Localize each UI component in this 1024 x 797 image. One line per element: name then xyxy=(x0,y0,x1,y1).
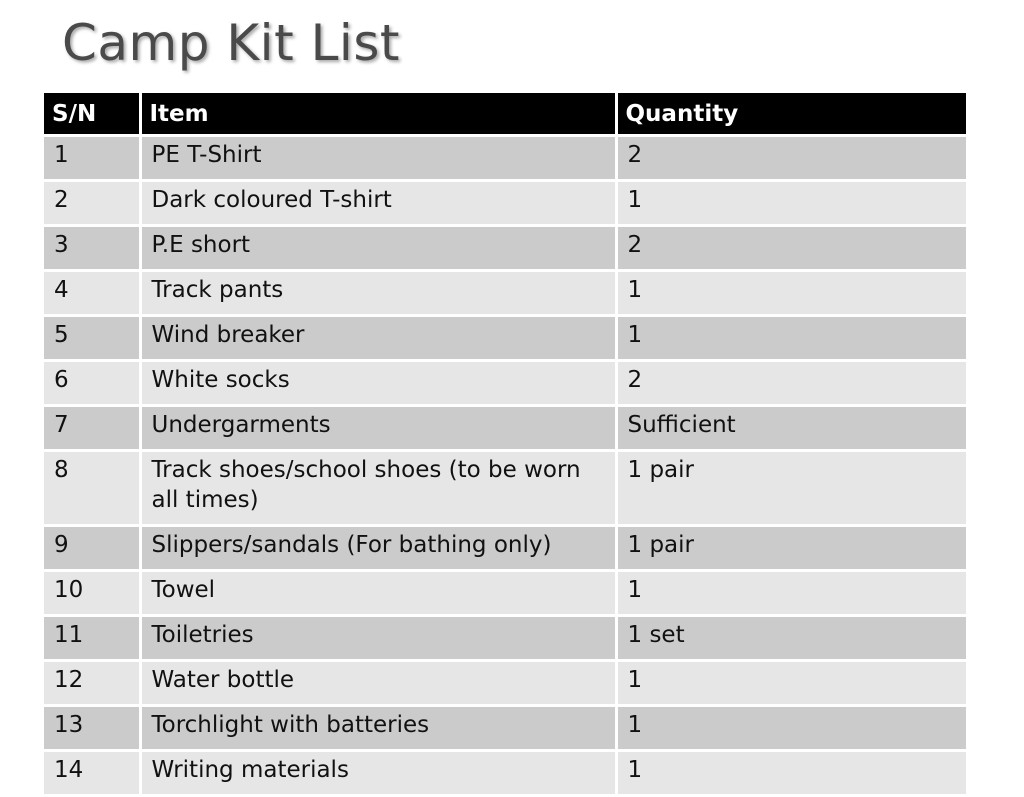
table-row xyxy=(44,361,966,406)
cell-sn: 9 xyxy=(44,526,140,571)
cell-sn: 2 xyxy=(44,181,140,226)
cell-sn: 12 xyxy=(44,661,140,706)
cell-quantity: 2 xyxy=(616,136,966,181)
cell-quantity: 1 xyxy=(616,706,966,751)
table-row xyxy=(44,751,966,796)
cell-quantity: 1 xyxy=(616,571,966,616)
table-header-row xyxy=(44,93,966,136)
table-row xyxy=(44,661,966,706)
table-row xyxy=(44,571,966,616)
cell-quantity: 1 xyxy=(616,271,966,316)
cell-quantity: 2 xyxy=(616,361,966,406)
table-row xyxy=(44,271,966,316)
cell-sn: 8 xyxy=(44,451,140,526)
cell-quantity: 1 xyxy=(616,661,966,706)
table-row xyxy=(44,181,966,226)
cell-quantity: 1 pair xyxy=(616,526,966,571)
cell-sn: 11 xyxy=(44,616,140,661)
header-quantity: Quantity xyxy=(616,93,966,136)
cell-quantity: 1 pair xyxy=(616,451,966,526)
cell-sn: 7 xyxy=(44,406,140,451)
cell-item: Toiletries xyxy=(140,616,616,661)
cell-item: Undergarments xyxy=(140,406,616,451)
cell-item: Track pants xyxy=(140,271,616,316)
cell-quantity: Sufficient xyxy=(616,406,966,451)
cell-sn: 10 xyxy=(44,571,140,616)
table-row xyxy=(44,316,966,361)
cell-sn: 5 xyxy=(44,316,140,361)
cell-sn: 14 xyxy=(44,751,140,796)
cell-item: Torchlight with batteries xyxy=(140,706,616,751)
cell-quantity: 1 xyxy=(616,751,966,796)
cell-quantity: 1 xyxy=(616,316,966,361)
cell-item: White socks xyxy=(140,361,616,406)
cell-item: PE T-Shirt xyxy=(140,136,616,181)
table-row xyxy=(44,226,966,271)
cell-sn: 13 xyxy=(44,706,140,751)
table-row xyxy=(44,526,966,571)
cell-sn: 6 xyxy=(44,361,140,406)
cell-sn: 3 xyxy=(44,226,140,271)
kit-list-table xyxy=(44,93,966,797)
cell-item: Towel xyxy=(140,571,616,616)
table-row xyxy=(44,616,966,661)
table-row xyxy=(44,451,966,526)
cell-item: Water bottle xyxy=(140,661,616,706)
table-row xyxy=(44,406,966,451)
cell-item: Track shoes/school shoes (to be worn all times) xyxy=(140,451,616,526)
table-row xyxy=(44,706,966,751)
cell-quantity: 1 set xyxy=(616,616,966,661)
page-title: Camp Kit List xyxy=(62,14,400,72)
header-item: Item xyxy=(140,93,616,136)
cell-sn: 1 xyxy=(44,136,140,181)
cell-item: Writing materials xyxy=(140,751,616,796)
cell-item: Slippers/sandals (For bathing only) xyxy=(140,526,616,571)
cell-sn: 4 xyxy=(44,271,140,316)
cell-item: Wind breaker xyxy=(140,316,616,361)
table-row xyxy=(44,136,966,181)
cell-item: Dark coloured T-shirt xyxy=(140,181,616,226)
header-sn: S/N xyxy=(44,93,140,136)
cell-item: P.E short xyxy=(140,226,616,271)
cell-quantity: 2 xyxy=(616,226,966,271)
cell-quantity: 1 xyxy=(616,181,966,226)
